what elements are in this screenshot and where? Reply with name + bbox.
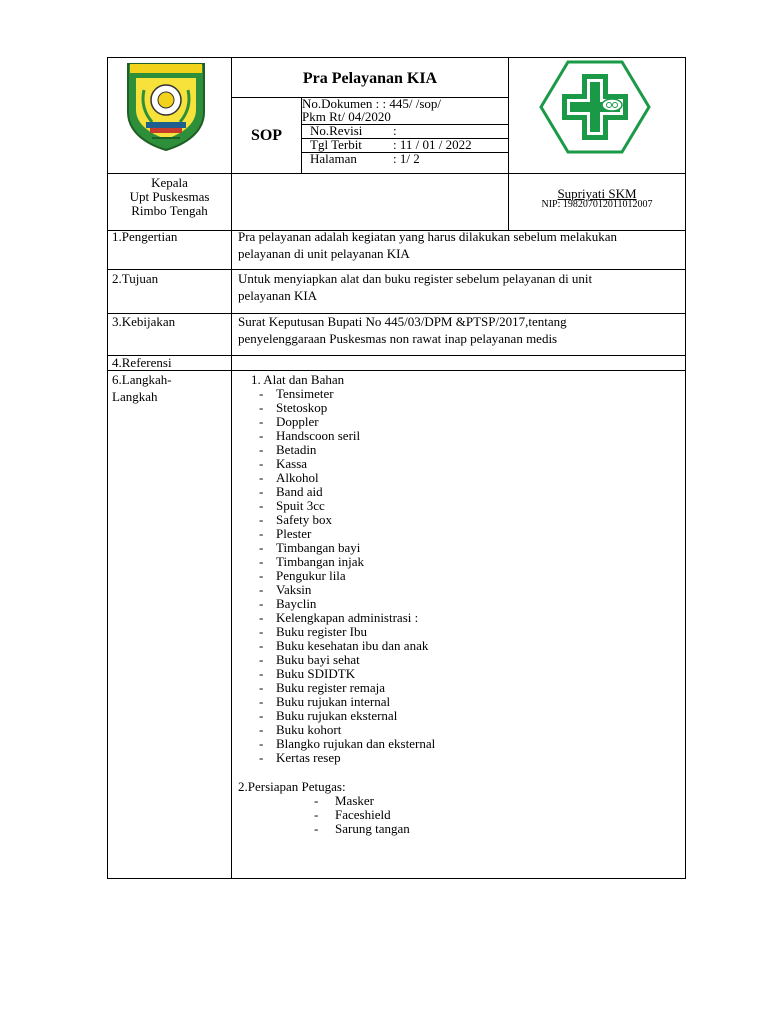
revision-value: : bbox=[393, 123, 397, 138]
alat-item-text: Handscoon seril bbox=[276, 428, 361, 443]
list-dash: - bbox=[259, 708, 264, 723]
table-border-top bbox=[107, 57, 686, 58]
list-dash: - bbox=[259, 680, 264, 695]
list-dash: - bbox=[259, 512, 264, 527]
alat-item bbox=[259, 695, 559, 709]
alat-item-text: Vaksin bbox=[276, 582, 312, 597]
list-dash: - bbox=[259, 722, 264, 737]
document-title: Pra Pelayanan KIA bbox=[302, 70, 438, 87]
list-dash: - bbox=[259, 554, 264, 569]
list-dash: - bbox=[314, 793, 319, 808]
alat-item-text: Timbangan injak bbox=[276, 554, 364, 569]
alat-item bbox=[259, 541, 559, 555]
petugas-list bbox=[314, 794, 514, 836]
alat-item bbox=[259, 681, 559, 695]
alat-item-text: Timbangan bayi bbox=[276, 540, 361, 555]
alat-item bbox=[259, 611, 559, 625]
doc-number-line1: No.Dokumen : : 445/ /sop/ bbox=[302, 96, 442, 111]
list-dash: - bbox=[259, 666, 264, 681]
revision-label: No.Revisi bbox=[310, 123, 363, 138]
list-dash: - bbox=[259, 428, 264, 443]
list-dash: - bbox=[259, 582, 264, 597]
list-dash: - bbox=[314, 821, 319, 836]
alat-item-text: Pengukur lila bbox=[276, 568, 346, 583]
alat-item-text: Doppler bbox=[276, 414, 319, 429]
alat-item bbox=[259, 597, 559, 611]
issue-date-label: Tgl Terbit bbox=[310, 137, 362, 152]
alat-item bbox=[259, 401, 559, 415]
list-dash: - bbox=[259, 652, 264, 667]
alat-item-text: Buku rujukan internal bbox=[276, 694, 391, 709]
alat-item bbox=[259, 653, 559, 667]
issue-date-value: : 11 / 01 / 2022 bbox=[393, 137, 472, 152]
list-dash: - bbox=[259, 470, 264, 485]
tujuan-line1: Untuk menyiapkan alat dan buku register sebelum pelayanan di unit bbox=[238, 271, 593, 286]
alat-item bbox=[259, 499, 559, 513]
list-dash: - bbox=[259, 526, 264, 541]
alat-item-text: Kertas resep bbox=[276, 750, 341, 765]
list-dash: - bbox=[259, 596, 264, 611]
alat-item bbox=[259, 471, 559, 485]
list-dash: - bbox=[259, 736, 264, 751]
alat-item-text: Betadin bbox=[276, 442, 317, 457]
alat-item bbox=[259, 513, 559, 527]
petugas-item bbox=[314, 808, 514, 822]
position-line1: Kepala bbox=[151, 175, 188, 190]
list-dash: - bbox=[259, 624, 264, 639]
alat-item bbox=[259, 457, 559, 471]
position-line3: Rimbo Tengah bbox=[131, 203, 208, 218]
page-label: Halaman bbox=[310, 151, 357, 166]
petugas-item-text: Masker bbox=[335, 793, 374, 808]
alat-item bbox=[259, 527, 559, 541]
tujuan-line2: pelayanan KIA bbox=[238, 288, 318, 303]
alat-item bbox=[259, 555, 559, 569]
list-dash: - bbox=[259, 400, 264, 415]
header-bottom-line bbox=[107, 173, 686, 174]
list-dash: - bbox=[259, 638, 264, 653]
alat-item bbox=[259, 387, 559, 401]
alat-item-text: Buku register Ibu bbox=[276, 624, 367, 639]
pengertian-line2: pelayanan di unit pelayanan KIA bbox=[238, 246, 410, 261]
referensi-bottom-line bbox=[107, 370, 686, 371]
list-dash: - bbox=[259, 456, 264, 471]
alat-item bbox=[259, 667, 559, 681]
doc-number-line2: Pkm Rt/ 04/2020 bbox=[302, 109, 391, 124]
alat-item-text: Buku kesehatan ibu dan anak bbox=[276, 638, 429, 653]
alat-item-text: Stetoskop bbox=[276, 400, 328, 415]
list-dash: - bbox=[259, 386, 264, 401]
table-border-bottom bbox=[107, 878, 686, 879]
alat-item-text: Buku register remaja bbox=[276, 680, 386, 695]
alat-item-text: Band aid bbox=[276, 484, 323, 499]
referensi-label: 4.Referensi bbox=[112, 355, 172, 370]
petugas-item-text: Sarung tangan bbox=[335, 821, 410, 836]
langkah-label-line2: Langkah bbox=[112, 389, 158, 404]
alat-item bbox=[259, 429, 559, 443]
list-dash: - bbox=[259, 414, 264, 429]
kebijakan-bottom-line bbox=[107, 355, 686, 356]
alat-list bbox=[259, 387, 559, 765]
regency-emblem-icon bbox=[122, 60, 210, 152]
table-border-right bbox=[685, 57, 686, 879]
alat-item bbox=[259, 709, 559, 723]
alat-item-text: Buku kohort bbox=[276, 722, 342, 737]
alat-item bbox=[259, 569, 559, 583]
alat-item-text: Blangko rujukan dan eksternal bbox=[276, 736, 436, 751]
alat-item-text: Buku bayi sehat bbox=[276, 652, 360, 667]
petugas-item-text: Faceshield bbox=[335, 807, 391, 822]
alat-item bbox=[259, 737, 559, 751]
alat-item-text: Buku rujukan eksternal bbox=[276, 708, 398, 723]
alat-item bbox=[259, 415, 559, 429]
page-value: : 1/ 2 bbox=[393, 151, 420, 166]
pengertian-label: 1.Pengertian bbox=[112, 229, 178, 244]
alat-item bbox=[259, 723, 559, 737]
alat-item-text: Tensimeter bbox=[276, 386, 334, 401]
list-dash: - bbox=[259, 540, 264, 555]
list-dash: - bbox=[259, 750, 264, 765]
pengertian-line1: Pra pelayanan adalah kegiatan yang harus dilakukan sebelum melakukan bbox=[238, 229, 618, 244]
kebijakan-line2: penyelenggaraan Puskesmas non rawat inap pelayanan medis bbox=[238, 331, 558, 346]
tujuan-label: 2.Tujuan bbox=[112, 271, 159, 286]
alat-item-text: Safety box bbox=[276, 512, 332, 527]
alat-item bbox=[259, 625, 559, 639]
alat-item bbox=[259, 443, 559, 457]
column-divider bbox=[231, 57, 232, 879]
list-dash: - bbox=[314, 807, 319, 822]
alat-item-text: Kassa bbox=[276, 456, 308, 471]
alat-item bbox=[259, 583, 559, 597]
petugas-item bbox=[314, 822, 514, 836]
kebijakan-label: 3.Kebijakan bbox=[112, 314, 176, 329]
alat-heading: 1. Alat dan Bahan bbox=[251, 372, 345, 387]
alat-item-text: Buku SDIDTK bbox=[276, 666, 356, 681]
list-dash: - bbox=[259, 610, 264, 625]
petugas-item bbox=[314, 794, 514, 808]
list-dash: - bbox=[259, 484, 264, 499]
alat-item-text: Bayclin bbox=[276, 596, 317, 611]
position-line2: Upt Puskesmas bbox=[129, 189, 210, 204]
alat-item-text: Spuit 3cc bbox=[276, 498, 325, 513]
list-dash: - bbox=[259, 442, 264, 457]
langkah-label-line1: 6.Langkah- bbox=[112, 372, 172, 387]
alat-item bbox=[259, 485, 559, 499]
list-dash: - bbox=[259, 498, 264, 513]
signatory-name: Supriyati SKM bbox=[557, 186, 637, 201]
alat-item-text: Alkohol bbox=[276, 470, 319, 485]
alat-item bbox=[259, 751, 559, 765]
list-dash: - bbox=[259, 568, 264, 583]
alat-item-text: Plester bbox=[276, 526, 312, 541]
alat-item-text: Kelengkapan administrasi : bbox=[276, 610, 419, 625]
signatory-nip: NIP: 198207012011012007 bbox=[541, 199, 653, 210]
puskesmas-cross-icon bbox=[538, 60, 652, 154]
kebijakan-line1: Surat Keputusan Bupati No 445/03/DPM &PTSP/2017,tentang bbox=[238, 314, 567, 329]
sop-label: SOP bbox=[250, 127, 283, 144]
petugas-heading: 2.Persiapan Petugas: bbox=[238, 779, 346, 794]
alat-item bbox=[259, 639, 559, 653]
list-dash: - bbox=[259, 694, 264, 709]
